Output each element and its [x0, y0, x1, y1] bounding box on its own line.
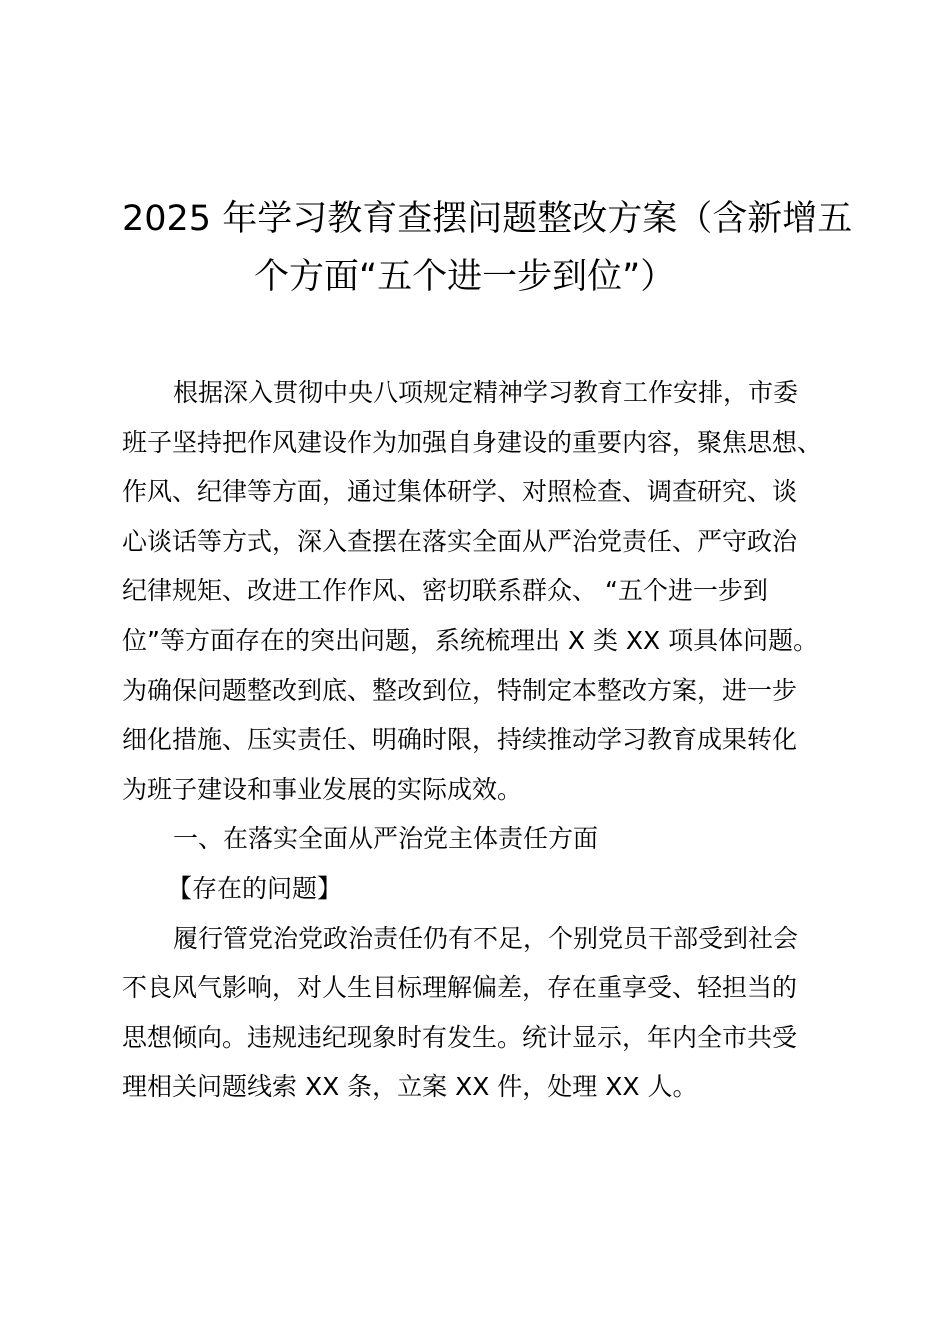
- intro-line: 根据深入贯彻中央八项规定精神学习教育工作安排，市委: [173, 378, 799, 407]
- intro-line: 纪律规矩、改进工作作风、密切联系群众、 “五个进一步到: [122, 576, 768, 606]
- document-body: [122, 368, 822, 1112]
- problem-line: 理相关问题线索 XX 条，立案 XX 件，处理 XX 人。: [122, 1072, 698, 1102]
- section-heading: 一、在落实全面从严治党主体责任方面: [173, 824, 599, 854]
- document-title: [100, 190, 860, 306]
- problem-line: 不良风气影响，对人生目标理解偏差，存在重享受、轻担当的: [122, 973, 798, 1003]
- intro-line: 班子坚持把作风建设作为加强自身建设的重要内容，聚焦思想、: [122, 427, 823, 457]
- intro-line: 为确保问题整改到底、整改到位，特制定本整改方案，进一步: [122, 675, 798, 705]
- subheading: 【存在的问题】: [167, 873, 343, 903]
- intro-line: 细化措施、压实责任、明确时限，持续推动学习教育成果转化: [122, 725, 798, 755]
- problem-line: 履行管党治党政治责任仍有不足，个别党员干部受到社会: [173, 923, 799, 953]
- intro-line: 心谈话等方式，深入查摆在落实全面从严治党责任、严守政治: [122, 526, 798, 556]
- intro-line: 为班子建设和事业发展的实际成效。: [122, 774, 523, 804]
- title-line-2: 个方面“五个进一步到位”）: [254, 257, 676, 297]
- problem-line: 思想倾向。违规违纪现象时有发生。统计显示，年内全市共受: [122, 1022, 798, 1052]
- intro-line: 位”等方面存在的突出问题，系统梳理出 X 类 XX 项具体问题。: [122, 625, 819, 655]
- title-line-1: 2025 年学习教育查摆问题整改方案（含新增五: [122, 199, 853, 239]
- intro-line: 作风、纪律等方面，通过集体研学、对照检查、调查研究、谈: [122, 477, 798, 507]
